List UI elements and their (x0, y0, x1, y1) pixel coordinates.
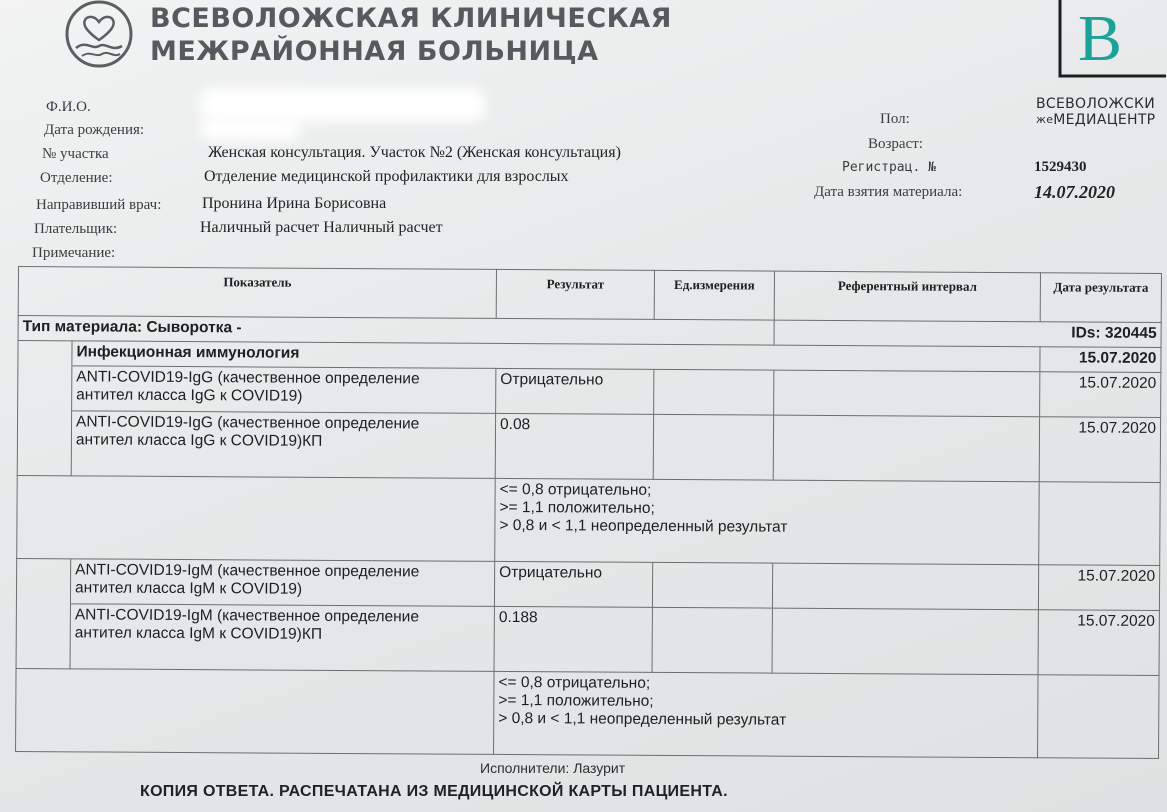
table-row (16, 603, 1159, 675)
test-reference (772, 608, 1038, 675)
reference-note-line2: >= 1,1 положительно; (498, 691, 654, 710)
hospital-name-line1: ВСЕВОЛОЖСКАЯ КЛИНИЧЕСКАЯ (150, 3, 672, 34)
table-row (17, 411, 1160, 483)
test-reference (773, 415, 1039, 482)
test-name-line1: ANTI-COVID19-IgG (качественное определение (75, 413, 420, 433)
test-name-line2: антител класса IgG к COVID19) (76, 386, 303, 405)
section-date: 15.07.2020 (1040, 347, 1161, 373)
reference-note-spacer (16, 668, 494, 754)
dob-label: Дата рождения: (44, 122, 145, 138)
mediacenter-logo-icon (1058, 0, 1167, 80)
sample-ids: IDs: 320445 (774, 320, 1161, 347)
row-indent (16, 558, 70, 603)
age-label: Возраст: (868, 136, 923, 152)
reference-note-date (1039, 482, 1161, 566)
department-value: Отделение медицинской профилактики для взрослых (204, 168, 569, 185)
section-title: Инфекционная иммунология (72, 341, 1040, 372)
section-indent (18, 341, 72, 366)
test-unit (653, 414, 773, 480)
test-result: 0.188 (494, 606, 652, 672)
row-indent (17, 411, 71, 476)
reference-note-line2: >= 1,1 положительно; (499, 498, 655, 517)
reference-note-row (17, 475, 1160, 565)
sample-date-label: Дата взятия материала: (814, 184, 963, 200)
header-result-date: Дата результата (1040, 273, 1161, 323)
reference-note-line1: <= 0,8 отрицательно; (499, 480, 652, 499)
reference-note-date (1038, 675, 1160, 759)
hospital-name-line2: МЕЖРАЙОННАЯ БОЛЬНИЦА (150, 36, 599, 67)
sex-label: Пол: (880, 111, 910, 127)
registration-label: Регистрац. № (842, 160, 936, 175)
test-name (71, 411, 495, 479)
registration-value: 1529430 (1034, 159, 1087, 175)
test-reference (772, 563, 1038, 610)
reference-note-line3: > 0,8 и < 1,1 неопределенный результат (498, 709, 787, 729)
brand-letter: В (1078, 2, 1123, 75)
reference-note-spacer (17, 475, 495, 561)
section-no-value: Женская консультация. Участок №2 (Женская консультация) (208, 144, 621, 161)
mediacenter-name (1036, 96, 1155, 128)
test-name (72, 366, 496, 414)
test-name-line1: ANTI-COVID19-IgG (качественное определение (76, 368, 420, 388)
table-row (16, 558, 1159, 610)
test-result: Отрицательно (496, 368, 654, 414)
redacted-dob (200, 118, 300, 140)
test-name-line2: антител класса IgM к COVID19) (74, 579, 303, 598)
payer-value: Наличный расчет Наличный расчет (200, 219, 443, 236)
test-result: Отрицательно (494, 561, 652, 607)
reference-note (494, 671, 1038, 757)
reference-note-line1: <= 0,8 отрицательно; (498, 673, 651, 692)
department-label: Отделение: (40, 170, 113, 186)
material-type: Тип материала: Сыворотка - (18, 316, 774, 346)
copy-notice: КОПИЯ ОТВЕТА. РАСПЕЧАТАНА ИЗ МЕДИЦИНСКОЙ КАРТЫ ПАЦИЕНТА. (140, 783, 728, 800)
row-indent (16, 603, 70, 668)
hospital-logo-icon (56, 0, 142, 72)
test-name (70, 604, 494, 672)
test-date: 15.07.2020 (1038, 610, 1159, 676)
header-indicator: Показатель (18, 267, 496, 319)
test-date: 15.07.2020 (1039, 417, 1160, 483)
test-name-line2: антител класса IgG к COVID19)КП (75, 431, 323, 450)
brand-line2 (1036, 112, 1155, 128)
test-reference (774, 370, 1040, 417)
fio-label: Ф.И.О. (46, 99, 91, 115)
table-row (18, 366, 1161, 418)
test-name (70, 559, 494, 607)
header-reference: Референтный интервал (774, 271, 1040, 322)
doctor-label: Направивший врач: (36, 197, 162, 213)
executors-line: Исполнители: Лазурит (480, 760, 626, 776)
brand-line2-text: МЕДИАЦЕНТР (1053, 112, 1156, 128)
test-date: 15.07.2020 (1038, 565, 1159, 611)
doctor-value: Пронина Ирина Борисовна (202, 195, 387, 212)
test-name-line1: ANTI-COVID19-IgM (качественное определение (74, 606, 420, 626)
test-unit (654, 369, 774, 415)
test-unit (652, 562, 772, 608)
brand-line1: ВСЕВОЛОЖСКИ (1036, 96, 1155, 112)
sample-date-value: 14.07.2020 (1034, 182, 1115, 202)
hospital-name (150, 2, 672, 68)
payer-label: Плательщик: (34, 221, 118, 237)
brand-overlap-text: же (1036, 113, 1054, 126)
reference-note (495, 478, 1039, 564)
table-header-row (18, 267, 1161, 323)
test-name-line1: ANTI-COVID19-IgM (качественное определение (75, 561, 420, 581)
test-date: 15.07.2020 (1040, 372, 1161, 418)
test-name-line2: антител класса IgM к COVID19)КП (74, 624, 323, 643)
reference-note-row (16, 668, 1159, 758)
test-result: 0.08 (495, 413, 653, 479)
note-label: Примечание: (32, 245, 116, 261)
results-table (15, 266, 1162, 759)
section-no-label: № участка (42, 146, 109, 162)
redacted-name (200, 88, 485, 122)
test-unit (652, 607, 772, 673)
header-unit: Ед.измерения (654, 270, 774, 320)
row-indent (18, 366, 72, 411)
header-result: Результат (496, 269, 654, 319)
reference-note-line3: > 0,8 и < 1,1 неопределенный результат (499, 516, 788, 536)
